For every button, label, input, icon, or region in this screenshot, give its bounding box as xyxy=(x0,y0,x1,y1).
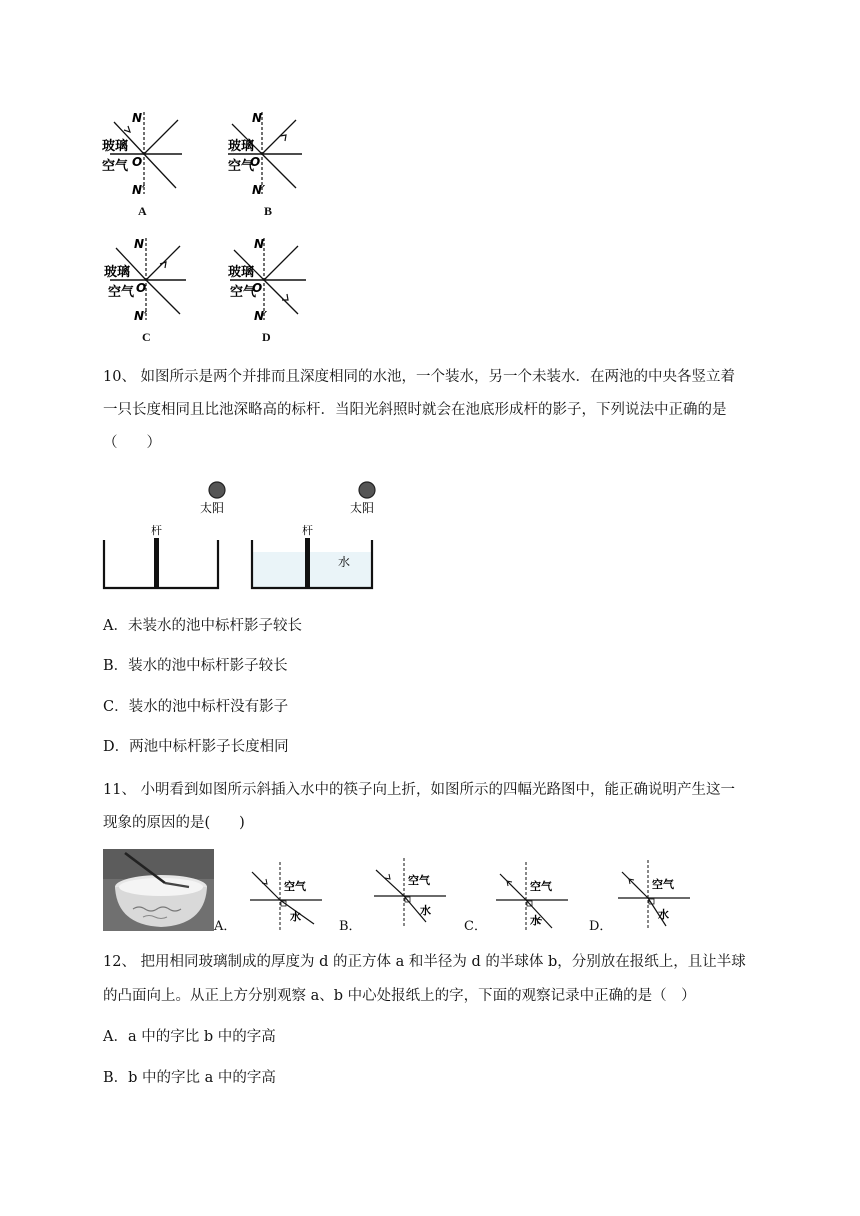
q9-diagram-c xyxy=(104,234,214,346)
q9-diagram-b xyxy=(226,108,336,220)
air-label: 空气 xyxy=(102,159,129,174)
q12-option-a[interactable]: A．a 中的字比 b 中的字高 xyxy=(103,1029,276,1045)
glass-label: 玻璃 xyxy=(228,139,255,154)
air-label: 空气 xyxy=(284,880,306,893)
q12-stem-line1: 12、 把用相同玻璃制成的厚度为 d 的正方体 a 和半径为 d 的半球体 b，分别放在报纸上，且让半球 xyxy=(103,954,746,970)
normal-label-n2: N′ xyxy=(132,183,146,197)
water-label: 水 xyxy=(290,910,301,923)
q10-stem-line3: （ ） xyxy=(103,435,161,451)
q10-option-d[interactable]: D．两池中标杆影子长度相同 xyxy=(103,739,289,755)
normal-label-n2: N′ xyxy=(254,309,268,323)
water-label: 水 xyxy=(530,914,541,927)
point-o-label: O xyxy=(132,155,143,169)
q10-pool-figure xyxy=(100,476,390,596)
sun-label-right: 太阳 xyxy=(350,501,375,515)
diagram-label: C xyxy=(142,330,151,344)
q9-diagram-a xyxy=(100,108,210,220)
air-label: 空气 xyxy=(408,874,430,887)
water-label: 水 xyxy=(420,904,431,917)
point-o-label: O xyxy=(136,281,147,295)
sun-icon xyxy=(359,482,375,498)
water-label: 水 xyxy=(658,908,669,921)
pole-label-left: 杆 xyxy=(151,524,162,537)
q11-ray-diagram-a xyxy=(246,862,336,934)
pole-label-right: 杆 xyxy=(302,524,313,537)
air-label: 空气 xyxy=(228,159,255,174)
q11-ray-diagram-b xyxy=(370,858,460,930)
diagram-label: A xyxy=(138,204,147,218)
air-label: 空气 xyxy=(530,880,552,893)
q11-option-d-label[interactable]: D． xyxy=(589,919,613,934)
water-label: 水 xyxy=(338,555,351,569)
glass-label: 玻璃 xyxy=(228,265,255,280)
q11-stem-line1: 11、 小明看到如图所示斜插入水中的筷子向上折，如图所示的四幅光路图中，能正确说明产生这一 xyxy=(103,782,736,798)
diagram-label: D xyxy=(262,330,271,344)
sun-label-left: 太阳 xyxy=(200,501,225,515)
q10-stem-line1: 10、 如图所示是两个并排而且深度相同的水池，一个装水，另一个未装水．在两池的中央各竖立着 xyxy=(103,369,736,385)
normal-label-n2: N′ xyxy=(252,183,266,197)
q10-stem-line2: 一只长度相同且比池深略高的标杆．当阳光斜照时就会在池底形成杆的影子，下列说法中正确的是 xyxy=(103,402,727,418)
q11-option-c-label[interactable]: C． xyxy=(464,919,487,934)
point-o-label: O xyxy=(250,155,261,169)
air-label: 空气 xyxy=(230,285,257,300)
q12-stem-line2: 的凸面向上。从正上方分别观察 a、b 中心处报纸上的字，下面的观察记录中正确的是（ ） xyxy=(103,988,696,1004)
normal-label-n2: N′ xyxy=(134,309,148,323)
q11-option-a-label[interactable]: A． xyxy=(214,919,237,934)
point-o-label: O xyxy=(252,281,263,295)
air-label: 空气 xyxy=(108,285,135,300)
q9-diagram-d xyxy=(228,234,338,346)
air-label: 空气 xyxy=(652,878,674,891)
q11-ray-diagram-c xyxy=(492,862,582,934)
q11-option-b-label[interactable]: B． xyxy=(339,919,362,934)
q10-option-b[interactable]: B．装水的池中标杆影子较长 xyxy=(103,658,288,674)
normal-label-n: N xyxy=(134,237,145,251)
sun-icon xyxy=(209,482,225,498)
q11-ray-diagram-d xyxy=(614,860,704,932)
normal-label-n: N xyxy=(132,111,143,125)
q10-option-a[interactable]: A．未装水的池中标杆影子较长 xyxy=(103,618,302,634)
diagram-label: B xyxy=(264,204,273,218)
glass-label: 玻璃 xyxy=(104,265,131,280)
normal-label-n: N xyxy=(254,237,265,251)
q11-stem-line2: 现象的原因的是( ) xyxy=(103,815,245,831)
q12-option-b[interactable]: B．b 中的字比 a 中的字高 xyxy=(103,1070,276,1086)
chopsticks-bowl-photo xyxy=(103,849,214,931)
normal-label-n: N xyxy=(252,111,263,125)
q10-option-c[interactable]: C．装水的池中标杆没有影子 xyxy=(103,699,289,715)
glass-label: 玻璃 xyxy=(102,139,129,154)
